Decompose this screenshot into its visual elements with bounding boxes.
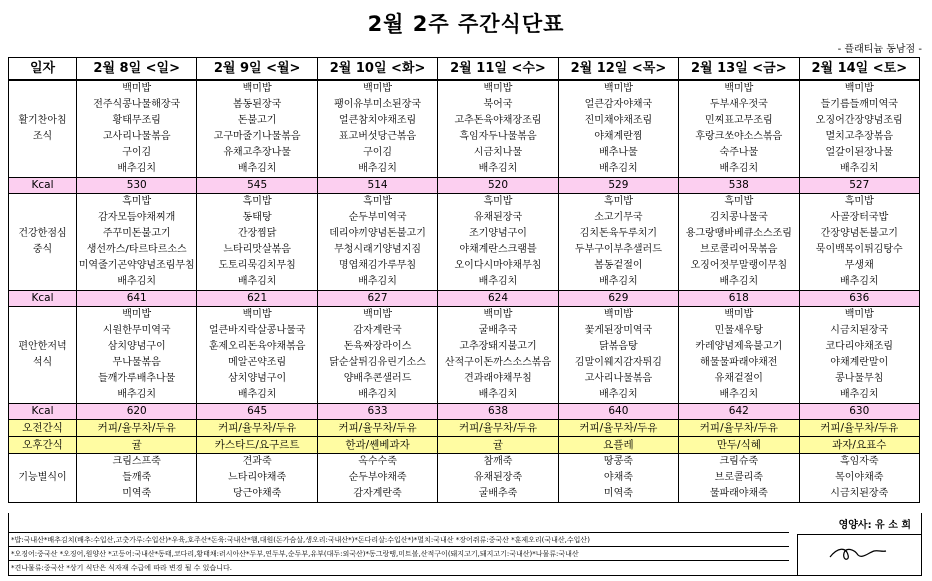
porridge-item: 미역죽 [603, 488, 633, 499]
snack-item: 과자/요표수 [799, 437, 919, 454]
menu-item: 김치콩나물국 [709, 212, 768, 223]
menu-item: 삼치양념구이 [228, 373, 287, 384]
dinner-day-cell [799, 307, 919, 404]
kcal-value: 618 [679, 291, 799, 307]
menu-item: 김치돈육두루치기 [579, 228, 658, 239]
menu-item: 데리야끼양념돈불고기 [329, 228, 426, 239]
menu-item: 백미밥 [483, 83, 513, 94]
lunch-day-cell [317, 194, 437, 291]
breakfast-day-cell [799, 80, 919, 178]
lunch-label [9, 194, 77, 291]
menu-item: 흑미밥 [724, 196, 754, 207]
menu-item: 배추김치 [839, 163, 879, 174]
dinner-kcal-row [9, 404, 920, 420]
porridge-item: 크림스프죽 [112, 456, 161, 467]
menu-item: 백미밥 [363, 309, 393, 320]
menu-item: 산적구이돈까스소스볶음 [444, 357, 552, 368]
weekly-menu-table [8, 57, 920, 503]
breakfast-label [9, 80, 77, 178]
menu-item: 숙주나물 [719, 147, 759, 158]
lunch-label-line1: 건강한점심 [18, 228, 67, 239]
menu-item: 백미밥 [122, 309, 152, 320]
special-meal-cell [317, 454, 437, 503]
kcal-value: 627 [317, 291, 437, 307]
menu-item: 후랑크쏘야소스볶음 [695, 131, 783, 142]
day-header: 2월 14일 <토> [799, 58, 919, 81]
menu-item: 시원한무미역국 [102, 325, 171, 336]
dinner-day-cell [197, 307, 317, 404]
menu-item: 감자계란국 [353, 325, 402, 336]
dinner-day-cell [317, 307, 437, 404]
kcal-value: 538 [679, 178, 799, 194]
menu-item: 고사리나물볶음 [102, 131, 171, 142]
menu-item: 돈불고기 [237, 115, 277, 126]
menu-item: 느타리맛살볶음 [223, 244, 291, 255]
menu-item: 오징어젓무말랭이무침 [690, 260, 788, 271]
menu-item: 배추김치 [599, 389, 638, 400]
snack-item: 요플레 [558, 437, 678, 454]
menu-item: 배추김치 [478, 276, 518, 287]
porridge-item: 브로콜리죽 [714, 472, 763, 483]
lunch-row [9, 194, 920, 291]
menu-item: 소고기무국 [594, 212, 643, 223]
menu-item: 고구마줄기나물볶음 [213, 131, 301, 142]
menu-item: 생선까스/타르타르소스 [86, 244, 187, 255]
porridge-item: 크림슈죽 [719, 456, 759, 467]
menu-item: 백미밥 [844, 83, 874, 94]
signature-image [828, 543, 888, 565]
breakfast-kcal-row [9, 178, 920, 194]
dinner-row [9, 307, 920, 404]
menu-item: 황태무조림 [112, 115, 161, 126]
porridge-item: 참깨죽 [483, 456, 513, 467]
porridge-item: 느타리야채죽 [228, 472, 287, 483]
snack-item: 만두/식혜 [679, 437, 799, 454]
special-meal-cell [799, 454, 919, 503]
menu-item: 미역줄기곤약양념조림무침 [78, 260, 195, 271]
porridge-item: 당근야채죽 [232, 488, 282, 499]
special-meal-cell [438, 454, 558, 503]
menu-item: 고사리나물볶음 [584, 373, 653, 384]
porridge-item: 견과죽 [242, 456, 272, 467]
menu-item: 백미밥 [603, 83, 633, 94]
menu-item: 유채된장국 [473, 212, 523, 223]
menu-item: 백미밥 [844, 309, 874, 320]
menu-item: 백미밥 [724, 309, 754, 320]
breakfast-day-cell [317, 80, 437, 178]
menu-item: 구이김 [363, 147, 393, 158]
origin-note: *오징어:중국산 *오징어,원양산 *고등어:국내산*동태,코다리,황태채:러시아산*두부,연두부,순두부,유부(대두:외국산)*동그랑땡,미트볼,산적구이(돼지고기,돼지고기:국내산)*나물류:국내산 [9, 546, 789, 561]
breakfast-day-cell [77, 80, 197, 178]
lunch-day-cell [558, 194, 678, 291]
menu-item: 간장찜닭 [237, 228, 277, 239]
menu-item: 코다리야채조림 [825, 341, 894, 352]
lunch-day-cell [799, 194, 919, 291]
menu-item: 유채고추장나물 [223, 147, 291, 158]
menu-item: 전주식콩나물해장국 [93, 99, 181, 110]
special-meal-label: 기능별식이 [9, 454, 77, 503]
menu-item: 백미밥 [122, 83, 152, 94]
morning_snack-label: 오전간식 [9, 420, 77, 437]
porridge-item: 굴배추죽 [478, 488, 518, 499]
snack-item: 커피/율무차/두유 [558, 420, 678, 437]
menu-item: 표고버섯당근볶음 [338, 131, 417, 142]
menu-item: 야채계란말이 [830, 357, 889, 368]
menu-item: 용그랑땡바베큐소스조림 [685, 228, 792, 239]
menu-item: 꽃게된장미역국 [584, 325, 653, 336]
kcal-value: 530 [77, 178, 197, 194]
afternoon_snack-label: 오후간식 [9, 437, 77, 454]
kcal-value: 529 [558, 178, 678, 194]
kcal-value: 545 [197, 178, 317, 194]
menu-item: 얼큰참치야채조림 [338, 115, 417, 126]
kcal-value: 633 [317, 404, 437, 420]
menu-item: 간장양념돈불고기 [820, 228, 898, 239]
menu-item: 조기양념구이 [468, 228, 527, 239]
snack-item: 카스타드/요구르트 [197, 437, 317, 454]
dinner-day-cell [77, 307, 197, 404]
menu-item: 카레양념제육불고기 [695, 341, 783, 352]
lunch-kcal-row [9, 291, 920, 307]
menu-item: 무생채 [844, 260, 874, 271]
lunch-day-cell [438, 194, 558, 291]
menu-item: 배추김치 [117, 389, 157, 400]
menu-item: 백미밥 [242, 83, 272, 94]
menu-item: 배추김치 [599, 276, 638, 287]
lunch-label-line2: 중식 [32, 244, 53, 255]
menu-item: 얼큰바지락살콩나물국 [208, 325, 306, 336]
menu-item: 진미채야채조림 [584, 115, 653, 126]
menu-item: 배추김치 [117, 163, 157, 174]
special-meal-cell [558, 454, 678, 503]
dinner-day-cell [558, 307, 678, 404]
menu-item: 배추김치 [719, 276, 759, 287]
menu-item: 봄동겉절이 [594, 260, 643, 271]
menu-item: 오징어간장양념조림 [815, 115, 903, 126]
menu-item: 야채계란찜 [594, 131, 643, 142]
menu-item: 들깨가루배추나물 [98, 373, 176, 384]
menu-item: 흑미밥 [363, 196, 393, 207]
origin-note: *견나물류:중국산 *상기 식단은 식자재 수급에 따라 변경 될 수 있습니다. [9, 560, 789, 575]
menu-item: 훈제오리돈육야채볶음 [208, 341, 306, 352]
breakfast-day-cell [679, 80, 799, 178]
menu-item: 양배추콘샐러드 [343, 373, 412, 384]
menu-item: 묵이백목이튀김탕수 [815, 244, 903, 255]
menu-item: 팽이유부미소된장국 [334, 99, 422, 110]
header-row [9, 58, 920, 81]
snack-item: 한과/쎈베과자 [317, 437, 437, 454]
menu-item: 북어국 [483, 99, 513, 110]
menu-item: 삼치양념구이 [107, 341, 166, 352]
porridge-item: 들깨죽 [122, 472, 152, 483]
day-header: 2월 12일 <목> [558, 58, 678, 81]
origin-note: *밥:국내산*배추김치(배추:수입산,고춧가루:수입산)*우육,호주산*돈육:국내산*햄,대원(돈가슴살,생오리:국내산*)*돈다리살:수입산*)*멸치:국내산 *장어쥐류:중국산 *훈제오리(국내산,수입산) [9, 532, 789, 547]
menu-item: 두부구이부추샐러드 [574, 244, 662, 255]
porridge-item: 순두부야채죽 [348, 472, 407, 483]
morning_snack-row [9, 420, 920, 437]
kcal-value: 629 [558, 291, 678, 307]
menu-item: 백미밥 [242, 309, 272, 320]
menu-item: 배추김치 [237, 163, 277, 174]
snack-item: 귤 [77, 437, 197, 454]
snack-item: 커피/율무차/두유 [197, 420, 317, 437]
kcal-value: 620 [77, 404, 197, 420]
snack-item: 커피/율무차/두유 [679, 420, 799, 437]
menu-item: 배추김치 [599, 163, 638, 174]
day-header: 2월 9일 <월> [197, 58, 317, 81]
kcal-label: Kcal [9, 404, 77, 420]
menu-item: 봄동된장국 [232, 99, 282, 110]
dinner-day-cell [438, 307, 558, 404]
menu-item: 돈육짜장라이스 [343, 341, 412, 352]
menu-item: 민찌표고무조림 [705, 115, 773, 126]
menu-item: 유채겉절이 [714, 373, 763, 384]
signature-box [797, 534, 922, 575]
menu-item: 도토리묵김치무침 [218, 260, 296, 271]
menu-item: 얼큰감자야채국 [584, 99, 653, 110]
porridge-item: 시금치된장죽 [830, 488, 889, 499]
page-title: 2월 2주 주간식단표 [367, 12, 565, 36]
kcal-value: 527 [799, 178, 919, 194]
kcal-label: Kcal [9, 291, 77, 307]
menu-item: 시금치된장국 [830, 325, 889, 336]
day-header: 2월 13일 <금> [679, 58, 799, 81]
porridge-item: 물파래야채죽 [709, 488, 768, 499]
special-meal-cell [197, 454, 317, 503]
menu-item: 감자모듬야채찌개 [98, 212, 176, 223]
breakfast-day-cell [197, 80, 317, 178]
snack-item: 커피/율무차/두유 [438, 420, 558, 437]
afternoon_snack-row [9, 437, 920, 454]
menu-item: 흑미밥 [122, 196, 152, 207]
menu-item: 시금치나물 [473, 147, 523, 158]
menu-item: 흑미밥 [483, 196, 513, 207]
menu-item: 구이김 [122, 147, 152, 158]
menu-item: 야채계란스크램블 [459, 244, 537, 255]
menu-item: 해물물파래야채전 [700, 357, 778, 368]
porridge-item: 땅콩죽 [603, 456, 633, 467]
porridge-item: 목이야채죽 [835, 472, 884, 483]
breakfast-label-line1: 활기찬아침 [18, 115, 67, 126]
dietitian-name: 영양사: 유 소 희 [838, 520, 911, 531]
menu-item: 순두부미역국 [348, 212, 407, 223]
special-meal-row [9, 454, 920, 503]
dinner-label-line2: 석식 [32, 357, 53, 368]
menu-item: 흑미밥 [844, 196, 874, 207]
menu-item: 배추김치 [237, 389, 277, 400]
kcal-label: Kcal [9, 178, 77, 194]
menu-item: 흑미밥 [242, 196, 272, 207]
kcal-value: 630 [799, 404, 919, 420]
menu-item: 배추김치 [237, 276, 277, 287]
menu-item: 무청시래기양념지짐 [334, 244, 422, 255]
menu-item: 민물새우탕 [714, 325, 763, 336]
menu-item: 백미밥 [483, 309, 513, 320]
porridge-item: 미역죽 [122, 488, 152, 499]
menu-item: 백미밥 [603, 309, 633, 320]
footer [8, 513, 922, 576]
porridge-item: 흑임자죽 [839, 456, 879, 467]
menu-item: 무나물볶음 [112, 357, 161, 368]
special-meal-cell [77, 454, 197, 503]
menu-item: 배추김치 [117, 276, 157, 287]
menu-item: 배추김치 [358, 389, 397, 400]
kcal-value: 640 [558, 404, 678, 420]
menu-item: 배추김치 [478, 163, 518, 174]
porridge-item: 옥수수죽 [358, 456, 397, 467]
kcal-value: 638 [438, 404, 558, 420]
menu-item: 사골장터국밥 [830, 212, 889, 223]
breakfast-row [9, 80, 920, 178]
menu-item: 브로콜리어묵볶음 [700, 244, 778, 255]
breakfast-label-line2: 조식 [32, 131, 53, 142]
menu-item: 메알곤약조림 [228, 357, 287, 368]
snack-item: 귤 [438, 437, 558, 454]
kcal-value: 641 [77, 291, 197, 307]
branch-name: - 플래티늄 동남점 - [837, 44, 922, 55]
menu-item: 주꾸미돈불고기 [102, 228, 171, 239]
kcal-value: 624 [438, 291, 558, 307]
menu-item: 얼갈이된장나물 [825, 147, 894, 158]
menu-item: 동태탕 [242, 212, 272, 223]
menu-item: 배추김치 [719, 163, 759, 174]
menu-item: 흑미밥 [603, 196, 633, 207]
kcal-value: 621 [197, 291, 317, 307]
kcal-value: 642 [679, 404, 799, 420]
lunch-day-cell [197, 194, 317, 291]
menu-item: 배추김치 [478, 389, 518, 400]
menu-item: 배추김치 [358, 276, 397, 287]
snack-item: 커피/율무차/두유 [317, 420, 437, 437]
menu-item: 견과래야채무침 [464, 373, 532, 384]
porridge-item: 유채된장죽 [473, 472, 523, 483]
kcal-value: 520 [438, 178, 558, 194]
menu-item: 명엽채김가루무침 [338, 260, 417, 271]
date-column-header: 일자 [9, 58, 77, 81]
menu-item: 배추나물 [599, 147, 638, 158]
menu-item: 두부새우젓국 [709, 99, 768, 110]
kcal-value: 636 [799, 291, 919, 307]
menu-item: 들기름들깨미역국 [820, 99, 898, 110]
menu-item: 멸치고추장볶음 [825, 131, 894, 142]
menu-item: 백미밥 [363, 83, 393, 94]
menu-item: 배추김치 [839, 276, 879, 287]
menu-item: 백미밥 [724, 83, 754, 94]
menu-item: 닭볶음탕 [599, 341, 638, 352]
dinner-day-cell [679, 307, 799, 404]
day-header: 2월 8일 <일> [77, 58, 197, 81]
porridge-item: 감자계란죽 [353, 488, 402, 499]
kcal-value: 645 [197, 404, 317, 420]
day-header: 2월 11일 <수> [438, 58, 558, 81]
porridge-item: 야채죽 [603, 472, 633, 483]
breakfast-day-cell [558, 80, 678, 178]
kcal-value: 514 [317, 178, 437, 194]
menu-item: 배추김치 [719, 389, 759, 400]
lunch-day-cell [77, 194, 197, 291]
menu-item: 배추김치 [839, 389, 879, 400]
menu-item: 고추장돼지불고기 [459, 341, 537, 352]
day-header: 2월 10일 <화> [317, 58, 437, 81]
menu-item: 닭순살튀김유린기소스 [329, 357, 426, 368]
special-meal-cell [679, 454, 799, 503]
menu-item: 배추김치 [358, 163, 397, 174]
menu-item: 흑임자두나물볶음 [459, 131, 537, 142]
lunch-day-cell [679, 194, 799, 291]
menu-item: 오이다시마야채무침 [454, 260, 542, 271]
menu-item: 콩나물무침 [835, 373, 884, 384]
dinner-label-line1: 편안한저녁 [18, 341, 67, 352]
snack-item: 커피/율무차/두유 [799, 420, 919, 437]
menu-item: 고추돈육야채장조림 [454, 115, 542, 126]
menu-item: 굴배추국 [478, 325, 518, 336]
snack-item: 커피/율무차/두유 [77, 420, 197, 437]
breakfast-day-cell [438, 80, 558, 178]
menu-item: 김말이웨지감자튀김 [574, 357, 662, 368]
dinner-label [9, 307, 77, 404]
